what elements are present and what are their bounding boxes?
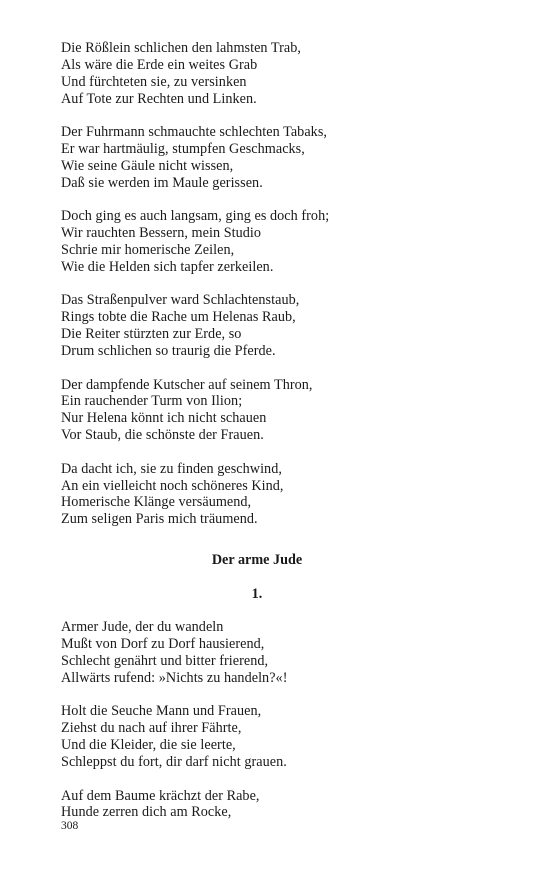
verse-line: Wir rauchten Bessern, mein Studio bbox=[61, 225, 262, 242]
verse-line: Wie seine Gäule nicht wissen, bbox=[61, 157, 234, 174]
verse-line: Zum seligen Paris mich träumend. bbox=[61, 511, 258, 528]
verse-line: Und die Kleider, die sie leerte, bbox=[61, 737, 236, 754]
stanza-5 bbox=[61, 377, 491, 445]
verse-line: Die Reiter stürzten zur Erde, so bbox=[61, 326, 242, 343]
stanza-3 bbox=[61, 208, 491, 276]
verse-line: Homerische Klänge versäumend, bbox=[61, 494, 252, 511]
verse-line: Vor Staub, die schönste der Frauen. bbox=[61, 427, 264, 444]
stanza-8 bbox=[61, 703, 491, 771]
verse-line: An ein vielleicht noch schöneres Kind, bbox=[61, 477, 284, 494]
page-body bbox=[61, 40, 491, 838]
stanza-4 bbox=[61, 292, 491, 360]
verse-line: Schleppst du fort, dir darf nicht grauen. bbox=[61, 754, 287, 771]
verse-line: Und fürchteten sie, zu versinken bbox=[61, 73, 247, 90]
verse-line: Wie die Helden sich tapfer zerkeilen. bbox=[61, 258, 274, 275]
poem-section-number: 1. bbox=[251, 586, 263, 603]
verse-line: Rings tobte die Rache um Helenas Raub, bbox=[61, 309, 296, 326]
verse-line: Mußt von Dorf zu Dorf hausierend, bbox=[61, 636, 265, 653]
stanza-7 bbox=[61, 619, 491, 687]
verse-line: Die Rößlein schlichen den lahmsten Trab, bbox=[61, 40, 301, 56]
verse-line: Nur Helena könnt ich nicht schauen bbox=[61, 410, 267, 427]
verse-line: Er war hartmäulig, stumpfen Geschmacks, bbox=[61, 141, 305, 158]
verse-line: Schlecht genährt und bitter frierend, bbox=[61, 653, 269, 670]
verse-line: Ziehst du nach auf ihrer Fährte, bbox=[61, 720, 242, 737]
verse-line: Doch ging es auch langsam, ging es doch froh; bbox=[61, 208, 330, 225]
verse-line: Der dampfende Kutscher auf seinem Thron, bbox=[61, 376, 313, 393]
verse-line: Auf Tote zur Rechten und Linken. bbox=[61, 90, 257, 107]
verse-line: Armer Jude, der du wandeln bbox=[61, 619, 224, 636]
verse-line: Drum schlichen so traurig die Pferde. bbox=[61, 343, 276, 360]
verse-line: Holt die Seuche Mann und Frauen, bbox=[61, 703, 262, 720]
verse-line: Allwärts rufend: »Nichts zu handeln?«! bbox=[61, 669, 288, 686]
verse-line: Schrie mir homerische Zeilen, bbox=[61, 242, 235, 259]
verse-line: Das Straßenpulver ward Schlachtenstaub, bbox=[61, 292, 300, 309]
page-number: 308 bbox=[61, 820, 79, 832]
verse-line: Als wäre die Erde ein weites Grab bbox=[61, 56, 258, 73]
verse-line: Auf dem Baume krächzt der Rabe, bbox=[61, 787, 260, 804]
verse-line: Daß sie werden im Maule gerissen. bbox=[61, 174, 263, 191]
verse-line: Ein rauchender Turm von Ilion; bbox=[61, 393, 243, 410]
stanza-9 bbox=[61, 788, 491, 822]
stanza-1 bbox=[61, 40, 491, 108]
verse-line: Hunde zerren dich am Rocke, bbox=[61, 804, 232, 821]
stanza-6 bbox=[61, 461, 491, 529]
verse-line: Der Fuhrmann schmauchte schlechten Tabaks, bbox=[61, 124, 327, 141]
verse-line: Da dacht ich, sie zu finden geschwind, bbox=[61, 460, 282, 477]
poem-title: Der arme Jude bbox=[211, 552, 303, 569]
stanza-2 bbox=[61, 124, 491, 192]
